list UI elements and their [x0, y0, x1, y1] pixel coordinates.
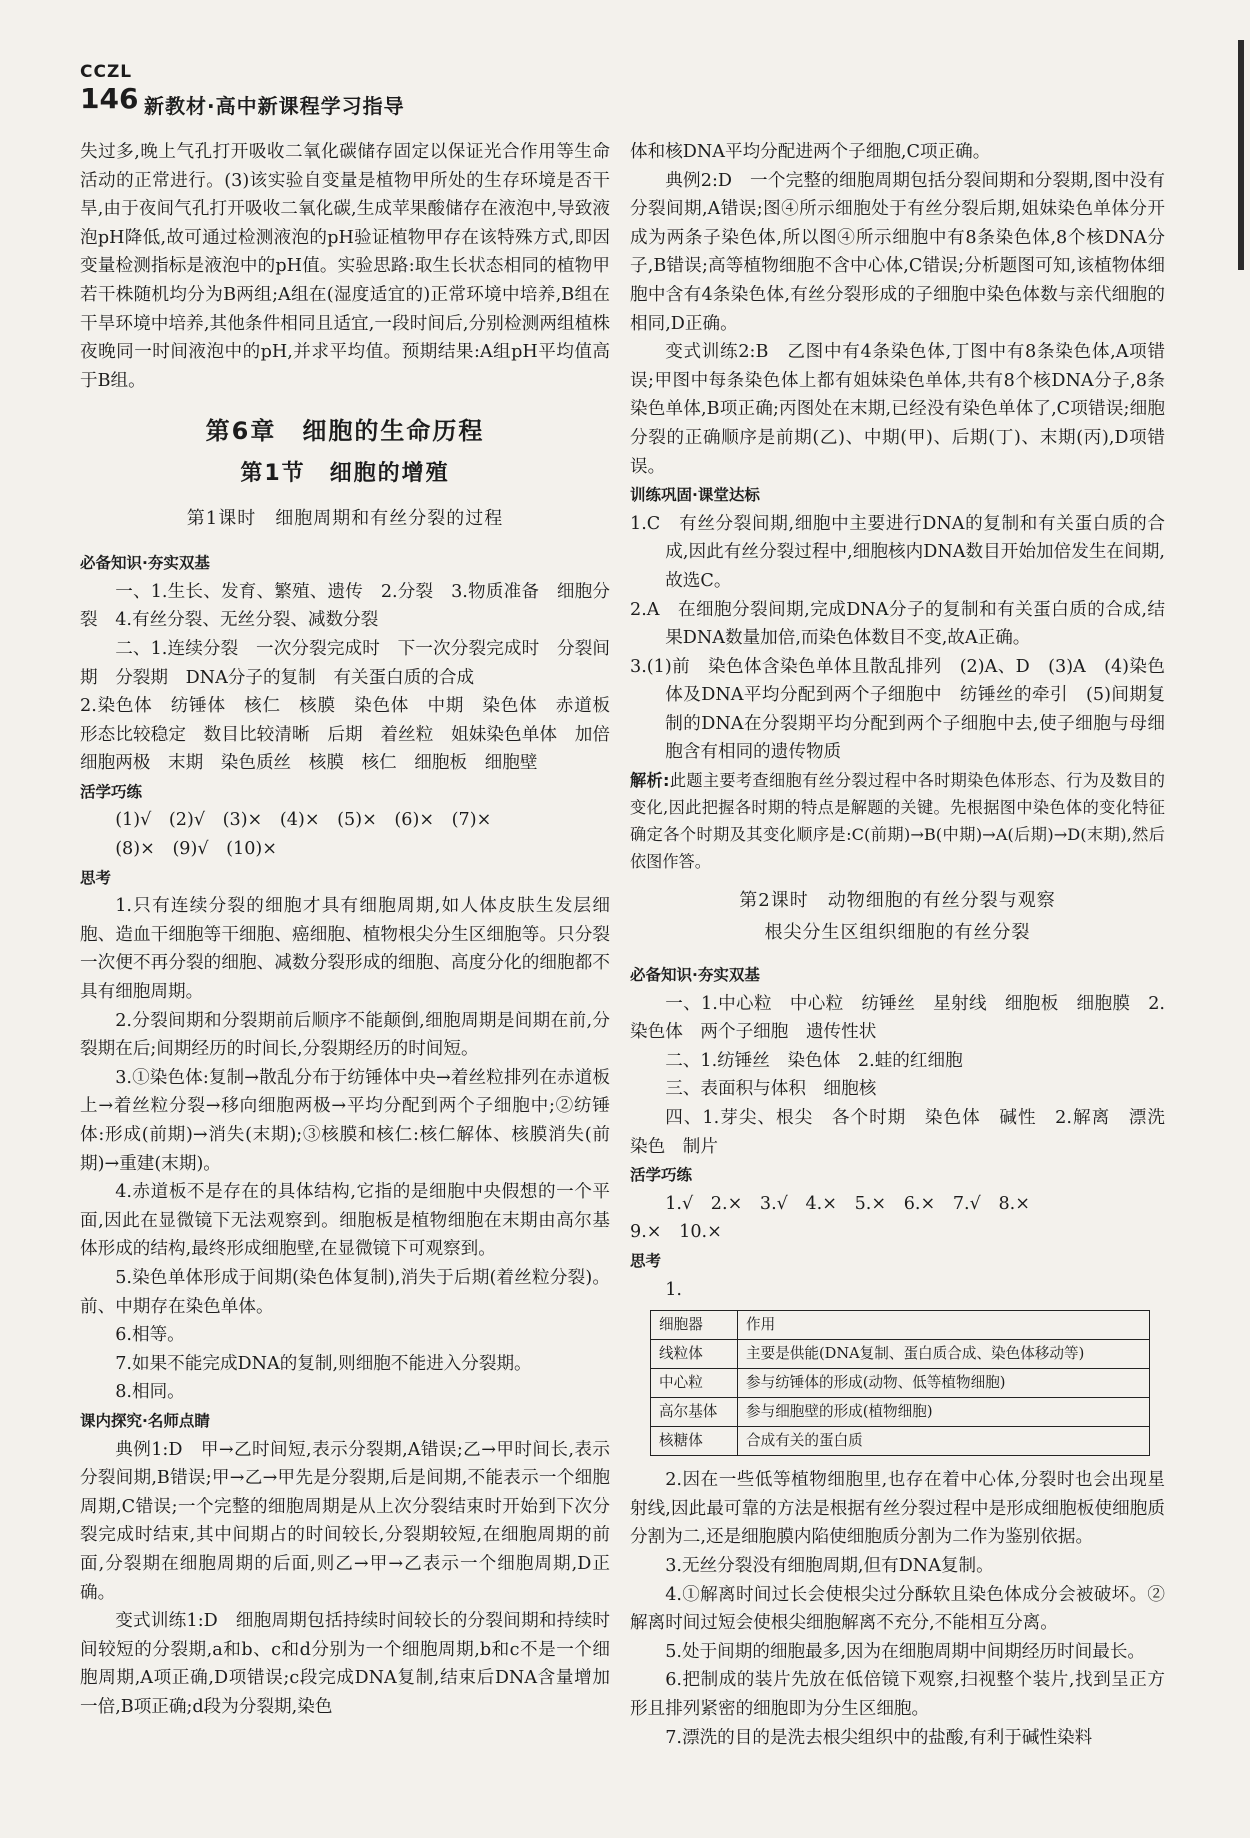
think-item-4: 4.赤道板不是存在的具体结构,它指的是细胞中央假想的一个平面,因此在显微镜下无法观察到。细胞板是植物细胞在末期由高尔基体形成的结构,最终形成细胞壁,在显微镜下可观察到。 — [80, 1182, 610, 1260]
think-item-7: 7.如果不能完成DNA的复制,则细胞不能进入分裂期。 — [115, 1353, 532, 1374]
think2-item-2: 2.因在一些低等植物细胞里,也存在着中心体,分裂时也会出现星射线,因此最可靠的方法是根据有丝分裂过程中是形成细胞板使细胞质分割为二,还是细胞膜内陷使细胞质分割为二作为鉴别依据。 — [630, 1470, 1165, 1548]
train-item-2: 2.A 在细胞分裂间期,完成DNA分子的复制和有关蛋白质的合成,结果DNA数量加倍,而染色体数目不变,故A正确。 — [630, 599, 1165, 649]
train-item-3: 3.(1)前 染色体含染色单体且散乱排列 (2)A、D (3)A (4)染色体及DNA平均分配到两个子细胞中 纺锤丝的牵引 (5)间期复制的DNA在分裂期平均分配到两个子细胞中去,使子细胞与母细胞含有相同的遗传物质 — [630, 656, 1165, 763]
think-item-3: 3.①染色体:复制→散乱分布于纺锤体中央→着丝粒排列在赤道板上→着丝粒分裂→移向细胞两极→平均分配到两个子细胞中;②纺锤体:形成(前期)→消失(末期);③核膜和核仁:核仁解体、核膜消失(前期)→重建(末期)。 — [80, 1067, 610, 1174]
think-item-2: 2.分裂间期和分裂期前后顺序不能颠倒,细胞周期是间期在前,分裂期在后;间期经历的时间长,分裂期经历的时间短。 — [80, 1010, 610, 1060]
think2-item-7: 7.漂洗的目的是洗去根尖组织中的盐酸,有利于碱性染料 — [665, 1727, 1093, 1748]
table-header-cell: 作用 — [738, 1311, 1150, 1340]
practice2-line-2: 9.× 10.× — [630, 1222, 722, 1243]
table-cell: 主要是供能(DNA复制、蛋白质合成、染色体移动等) — [738, 1340, 1150, 1369]
lesson-2-title-line-2: 根尖分生区组织细胞的有丝分裂 — [764, 922, 1031, 944]
think-item-8: 8.相同。 — [115, 1382, 185, 1403]
think-item-5: 5.染色单体形成于间期(染色体复制),消失于后期(着丝粒分裂)。前、中期存在染色单体。 — [80, 1267, 610, 1317]
right-column — [630, 138, 1183, 1752]
basics2-item-2: 二、1.纺锤丝 染色体 2.蛙的红细胞 — [665, 1050, 963, 1071]
analysis-label: 解析: — [630, 771, 670, 791]
page-edge-mark — [1238, 40, 1244, 270]
table-row — [651, 1340, 1150, 1369]
heading-basics: 必备知识·夯实双基 — [80, 554, 210, 573]
continued-text: 体和核DNA平均分配进两个子细胞,C项正确。 — [630, 142, 991, 162]
intro-paragraph: 失过多,晚上气孔打开吸收二氧化碳储存固定以保证光合作用等生命活动的正常进行。(3)该实验自变量是植物甲所处的生存环境是否干旱,由于夜间气孔打开吸收二氧化碳,生成苹果酸储存在液泡中,导致液泡pH降低,故可通过检测液泡的pH验证植物甲存在该特殊方式,即因变量检测指标是液泡中的pH值。实验思路:取生长状态相同的植物甲若干株随机均分为B两组;A组在(湿度适宜的)正常环境中培养,B组在干旱环境中培养,其他条件相同且适宜,一段时间后,分别检测两组植株夜晚同一时间液泡中的pH,并求平均值。预期结果:A组pH平均值高于B组。 — [80, 142, 610, 391]
page-header — [80, 62, 1180, 122]
book-title: 新教材·高中新课程学习指导 — [144, 94, 405, 118]
lesson-title: 第1课时 细胞周期和有丝分裂的过程 — [186, 507, 504, 529]
page-number: 146 — [80, 82, 139, 115]
practice-line-1: (1)√ (2)√ (3)× (4)× (5)× (6)× (7)× — [115, 810, 492, 831]
table-header-cell: 细胞器 — [651, 1311, 738, 1340]
chapter-title: 第6章 细胞的生命历程 — [205, 417, 485, 446]
brand-logo: CCZL — [80, 62, 133, 82]
think2-item-1-label: 1. — [665, 1279, 682, 1300]
section-title: 第1节 细胞的增殖 — [240, 460, 450, 486]
table-header-row — [651, 1311, 1150, 1340]
basics2-item-3: 三、表面积与体积 细胞核 — [665, 1079, 877, 1100]
think2-item-4: 4.①解离时间过长会使根尖过分酥软且染色体成分会被破坏。②解离时间过短会使根尖细胞解离不充分,不能相互分离。 — [630, 1584, 1165, 1634]
practice2-line-1: 1.√ 2.× 3.√ 4.× 5.× 6.× 7.√ 8.× — [665, 1193, 1030, 1214]
train-item-1: 1.C 有丝分裂间期,细胞中主要进行DNA的复制和有关蛋白质的合成,因此有丝分裂过程中,细胞核内DNA数目开始加倍发生在间期,故选C。 — [630, 513, 1165, 591]
table-cell: 中心粒 — [651, 1369, 738, 1398]
table-row — [651, 1427, 1150, 1456]
basics-item-2: 二、1.连续分裂 一次分裂完成时 下一次分裂完成时 分裂间期 分裂期 DNA分子的复制 有关蛋白质的合成 — [80, 638, 610, 688]
heading-train: 训练巩固·课堂达标 — [630, 486, 760, 505]
heading-explore: 课内探究·名师点睛 — [80, 1411, 210, 1430]
table-row — [651, 1398, 1150, 1427]
example-2: 典例2:D 一个完整的细胞周期包括分裂间期和分裂期,图中没有分裂间期,A错误;图④所示细胞处于有丝分裂后期,姐妹染色单体分开成为两条子染色体,所以图④所示细胞中有8条染色体,8个核DNA分子,B错误;高等植物细胞不含中心体,C错误;分析题图可知,该植物体细胞中含有4条染色体,有丝分裂形成的子细胞中染色体数与亲代细胞的相同,D正确。 — [630, 170, 1165, 334]
basics-item-3: 2.染色体 纺锤体 核仁 核膜 染色体 中期 染色体 赤道板 形态比较稳定 数目比较清晰 后期 着丝粒 姐妹染色单体 加倍 细胞两极 末期 染色质丝 核膜 核仁 细胞板 细胞壁 — [80, 696, 628, 774]
think2-item-3: 3.无丝分裂没有细胞周期,但有DNA复制。 — [665, 1555, 994, 1576]
table-cell: 参与细胞壁的形成(植物细胞) — [738, 1398, 1150, 1427]
table-cell: 合成有关的蛋白质 — [738, 1427, 1150, 1456]
think-item-1: 1.只有连续分裂的细胞才具有细胞周期,如人体皮肤生发层细胞、造血干细胞等干细胞、癌细胞、植物根尖分生区细胞等。只分裂一次便不再分裂的细胞、减数分裂形成的细胞、高度分化的细胞都不具有细胞周期。 — [80, 896, 610, 1003]
heading-think-2: 思考 — [630, 1252, 662, 1270]
organelle-table — [650, 1310, 1150, 1456]
lesson-2-title-line-1: 第2课时 动物细胞的有丝分裂与观察 — [739, 890, 1056, 912]
variant-1: 变式训练1:D 细胞周期包括持续时间较长的分裂间期和持续时间较短的分裂期,a和b、c和d分别为一个细胞周期,b和c不是一个细胞周期,A项正确,D项错误;c段完成DNA复制,结束后DNA含量增加一倍,B项正确;d段为分裂期,染色 — [80, 1611, 610, 1717]
heading-practice: 活学巧练 — [80, 782, 143, 801]
think-item-6: 6.相等。 — [115, 1325, 185, 1346]
analysis-note — [630, 767, 1165, 875]
variant-2: 变式训练2:B 乙图中有4条染色体,丁图中有8条染色体,A项错误;甲图中每条染色体上都有姐妹染色单体,共有8个核DNA分子,8条染色单体,B项正确;丙图处在末期,已经没有染色单体了,C项错误;细胞分裂的正确顺序是前期(乙)、中期(甲)、后期(丁)、末期(丙),D项错误。 — [630, 342, 1165, 477]
practice-line-2: (8)× (9)√ (10)× — [115, 839, 278, 860]
think2-item-5: 5.处于间期的细胞最多,因为在细胞周期中间期经历时间最长。 — [665, 1641, 1146, 1662]
table-cell: 高尔基体 — [651, 1398, 738, 1427]
heading-think: 思考 — [80, 868, 112, 887]
basics2-item-1: 一、1.中心粒 中心粒 纺锤丝 星射线 细胞板 细胞膜 2.染色体 两个子细胞 遗传性状 — [630, 993, 1165, 1043]
table-cell: 线粒体 — [651, 1340, 738, 1369]
analysis-text: 此题主要考查细胞有丝分裂过程中各时期染色体形态、行为及数目的变化,因此把握各时期的特点是解题的关键。先根据图中染色体的变化特征确定各个时期及其变化顺序是:C(前期)→B(中期)→A(后期)→D(末期),然后依图作答。 — [630, 771, 1165, 872]
table-row — [651, 1369, 1150, 1398]
table-cell: 参与纺锤体的形成(动物、低等植物细胞) — [738, 1369, 1150, 1398]
heading-basics-2: 必备知识·夯实双基 — [630, 966, 760, 985]
table-cell: 核糖体 — [651, 1427, 738, 1456]
basics2-item-4: 四、1.芽尖、根尖 各个时期 染色体 碱性 2.解离 漂洗 染色 制片 — [630, 1108, 1183, 1157]
heading-practice-2: 活学巧练 — [630, 1166, 693, 1185]
think2-item-6: 6.把制成的装片先放在低倍镜下观察,扫视整个装片,找到呈正方形且排列紧密的细胞即为分生区细胞。 — [630, 1670, 1165, 1719]
example-1: 典例1:D 甲→乙时间短,表示分裂期,A错误;乙→甲时间长,表示分裂间期,B错误;甲→乙→甲先是分裂期,后是间期,不能表示一个细胞周期,C错误;一个完整的细胞周期是从上次分裂结束时开始到下次分裂完成时结束,其中间期占的时间较长,分裂期较短,在细胞周期的前面,分裂期在细胞周期的后面,则乙→甲→乙表示一个细胞周期,D正确。 — [80, 1439, 610, 1603]
basics-item-1: 一、1.生长、发育、繁殖、遗传 2.分裂 3.物质准备 细胞分裂 4.有丝分裂、无丝分裂、减数分裂 — [80, 581, 610, 631]
left-column — [80, 138, 628, 1721]
